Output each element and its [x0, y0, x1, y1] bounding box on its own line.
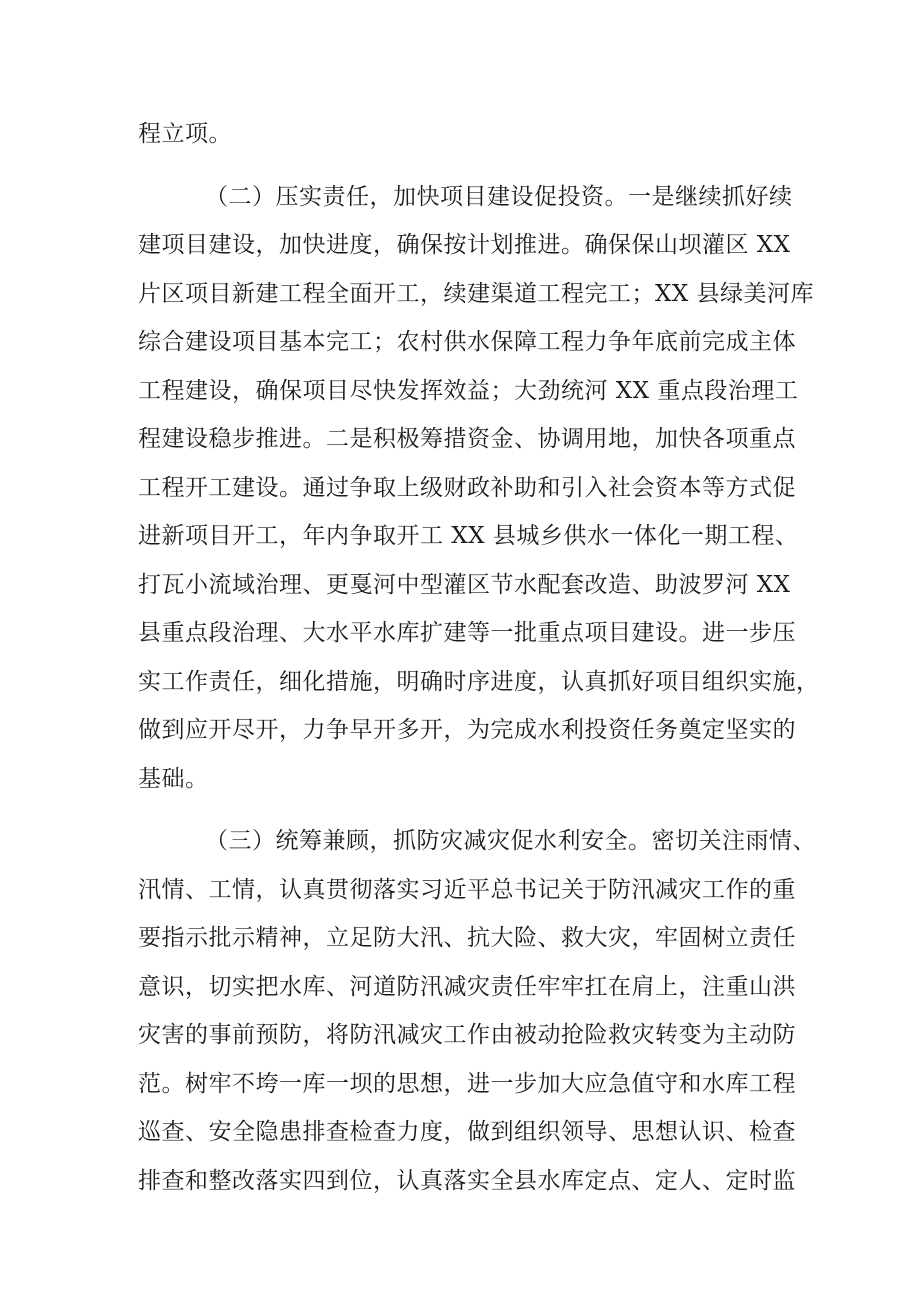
text-line: 工程开工建设。通过争取上级财政补助和引入社会资本等方式促	[138, 474, 796, 501]
text-line: 意识，切实把水库、河道防汛减灾责任牢牢扛在肩上，注重山洪	[138, 973, 796, 1000]
text-line: 县重点段治理、大水平水库扩建等一批重点项目建设。进一步压	[138, 620, 796, 646]
text-line: 程建设稳步推进。二是积极筹措资金、协调用地，加快各项重点	[138, 426, 796, 452]
text-line: 灾害的事前预防，将防汛减灾工作由被动抢险救灾转变为主动防	[138, 1022, 796, 1048]
paragraph-heading-line: （三）统筹兼顾，抓防灾减灾促水利安全。密切关注雨情、	[205, 828, 816, 854]
text-line: 打瓦小流域治理、更戛河中型灌区节水配套改造、助波罗河 XX	[138, 571, 791, 598]
text-line: 实工作责任，细化措施，明确时序进度，认真抓好项目组织实施，	[138, 668, 820, 695]
text-line: 排查和整改落实四到位，认真落实全县水库定点、定人、定时监	[138, 1167, 796, 1194]
text-line: 做到应开尽开，力争早开多开，为完成水利投资任务奠定坚实的	[138, 717, 796, 743]
text-line: 工程建设，确保项目尽快发挥效益；大劲统河 XX 重点段治理工	[138, 377, 799, 404]
text-line: 程立项。	[138, 121, 232, 147]
text-line: 进新项目开工，年内争取开工 XX 县城乡供水一体化一期工程、	[138, 523, 799, 549]
paragraph-heading-line: （二）压实责任，加快项目建设促投资。一是继续抓好续	[205, 183, 793, 210]
text-line: 基础。	[138, 765, 209, 792]
text-line: 汛情、工情，认真贯彻落实习近平总书记关于防汛减灾工作的重	[138, 876, 796, 903]
text-line: 范。树牢不垮一库一坝的思想，进一步加大应急值守和水库工程	[138, 1070, 796, 1097]
text-line: 巡查、安全隐患排查检查力度，做到组织领导、思想认识、检查	[138, 1119, 796, 1145]
text-line: 片区项目新建工程全面开工，续建渠道工程完工；XX 县绿美河库	[138, 280, 815, 307]
document-body	[138, 110, 820, 1205]
text-line: 综合建设项目基本完工；农村供水保障工程力争年底前完成主体	[138, 329, 796, 355]
text-line: 建项目建设，加快进度，确保按计划推进。确保保山坝灌区 XX	[138, 232, 791, 258]
text-line: 要指示批示精神，立足防大汛、抗大险、救大灾，牢固树立责任	[138, 925, 796, 951]
